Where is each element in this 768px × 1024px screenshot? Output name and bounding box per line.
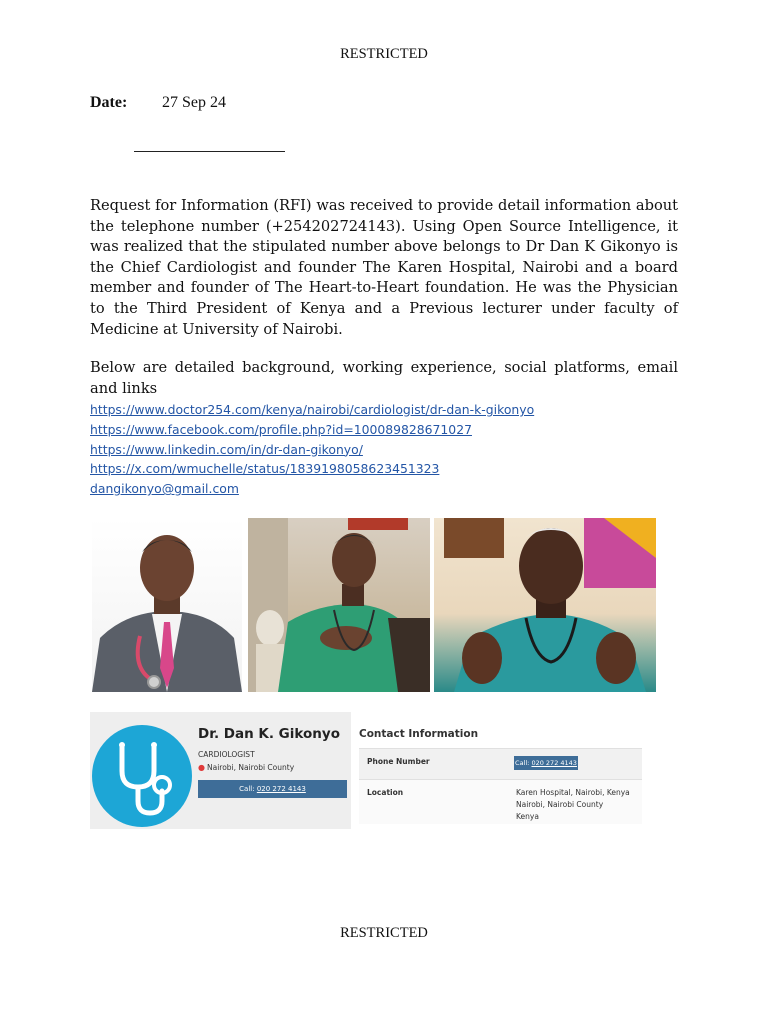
location-line: Kenya xyxy=(516,812,539,821)
contact-information xyxy=(359,728,642,824)
doctor254-link[interactable]: https://www.doctor254.com/kenya/nairobi/cardiologist/dr-dan-k-gikonyo xyxy=(90,402,535,417)
location-value xyxy=(516,787,630,823)
stethoscope-icon xyxy=(92,725,192,827)
date-row xyxy=(90,94,226,112)
gesturing-photo-scrubs xyxy=(434,518,656,692)
signature-line xyxy=(134,151,285,152)
date-value: 27 Sep 24 xyxy=(162,94,226,111)
doctor-location xyxy=(198,763,294,772)
classification-header: RESTRICTED xyxy=(340,46,428,62)
location-text: Nairobi, Nairobi County xyxy=(206,763,295,772)
x-link[interactable]: https://x.com/wmuchelle/status/1839198058623451323 xyxy=(90,461,440,477)
contact-call-number: 020 272 4143 xyxy=(531,759,577,767)
rfi-paragraph: Request for Information (RFI) was received to provide detail information about the telephone number (+254202724143). Using Open Source Intelligence, it was realized that the stipulated number above belongs to Dr Dan K Gikonyo is the Chief Cardiologist and founder The Karen Hospital, Nairobi and a board member and founder of The Heart-to-Heart foundation. He was the Physician to the Third President of Kenya and a Previous lecturer under faculty of Medicine at University of Nairobi. xyxy=(90,197,678,338)
facebook-link[interactable]: https://www.facebook.com/profile.php?id=100089828671027 xyxy=(90,421,472,437)
call-number: 020 272 4143 xyxy=(256,785,306,793)
doctor-specialty: CARDIOLOGIST xyxy=(198,750,255,759)
call-prefix: Call: xyxy=(239,785,255,793)
portrait-photo-suit xyxy=(92,518,242,692)
seated-photo-scrubs xyxy=(248,518,430,692)
location-label: Location xyxy=(367,788,404,797)
classification-footer: RESTRICTED xyxy=(340,925,428,941)
avatar xyxy=(92,725,192,827)
location-row xyxy=(359,780,642,824)
link-list xyxy=(90,400,534,499)
contact-call-button[interactable] xyxy=(514,756,578,770)
location-line: Nairobi, Nairobi County xyxy=(516,800,604,809)
location-pin-icon: ● xyxy=(198,763,205,772)
date-label: Date: xyxy=(90,94,128,111)
contact-call-prefix: Call: xyxy=(515,759,530,767)
doctor-name: Dr. Dan K. Gikonyo xyxy=(198,726,340,742)
phone-label: Phone Number xyxy=(367,757,430,766)
location-line: Karen Hospital, Nairobi, Kenya xyxy=(516,788,630,797)
call-button[interactable] xyxy=(198,780,347,798)
contact-title: Contact Information xyxy=(359,728,479,740)
links-intro-paragraph: Below are detailed background, working experience, social platforms, email and links xyxy=(90,359,678,397)
linkedin-link[interactable]: https://www.linkedin.com/in/dr-dan-gikonyo/ xyxy=(90,441,363,457)
email-link[interactable]: dangikonyo@gmail.com xyxy=(90,481,239,497)
phone-row xyxy=(359,748,642,780)
profile-card xyxy=(90,712,351,829)
